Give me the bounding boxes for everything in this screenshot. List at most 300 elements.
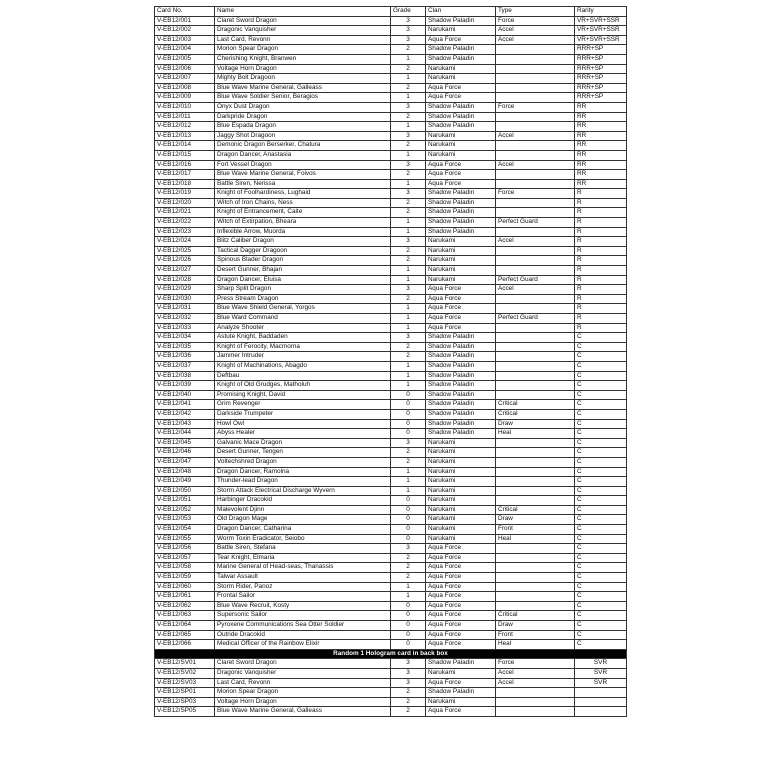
cell-clan: Aqua Force [426, 93, 496, 103]
cell-type: Accel [496, 160, 575, 170]
cell-grade: 1 [391, 582, 426, 592]
cell-name: Blue Espada Dragon [215, 122, 391, 132]
cell-name: Knight of Old Grudges, Matholuh [215, 381, 391, 391]
cell-name: Blue Wave Shield General, Yorgos [215, 304, 391, 314]
cell-rarity: VR+SVR+SSR [575, 35, 627, 45]
cell-clan: Aqua Force [426, 611, 496, 621]
cell-type [496, 141, 575, 151]
cell-grade: 1 [391, 122, 426, 132]
cell-card-no: V-EB12/046 [155, 448, 215, 458]
table-row [155, 246, 627, 256]
cell-type: Critical [496, 409, 575, 419]
cell-card-no: V-EB12/016 [155, 160, 215, 170]
cell-name: Blue Ward Command [215, 314, 391, 324]
cell-name: Storm Attack Electrical Discharge Wyvern [215, 486, 391, 496]
cell-type: Draw [496, 419, 575, 429]
cell-name: Mighty Bolt Dragoon [215, 74, 391, 84]
cell-rarity: C [575, 342, 627, 352]
table-row [155, 227, 627, 237]
cell-name: Desert Gunner, Bhajan [215, 266, 391, 276]
cell-clan: Shadow Paladin [426, 659, 496, 669]
header-name: Name [215, 7, 391, 17]
cell-grade: 1 [391, 218, 426, 228]
cell-card-no: V-EB12/044 [155, 429, 215, 439]
cell-clan: Aqua Force [426, 621, 496, 631]
cell-name: Witch of Extirpation, Bheara [215, 218, 391, 228]
cell-rarity: C [575, 448, 627, 458]
cell-clan: Aqua Force [426, 35, 496, 45]
cell-type [496, 697, 575, 707]
table-row [155, 170, 627, 180]
cell-grade: 1 [391, 275, 426, 285]
cell-rarity: C [575, 563, 627, 573]
cell-rarity: RR [575, 131, 627, 141]
cell-type [496, 170, 575, 180]
cell-card-no: V-EB12/025 [155, 246, 215, 256]
cell-clan: Aqua Force [426, 294, 496, 304]
cell-name: Thunder-lead Dragon [215, 477, 391, 487]
cell-name: Voltage Horn Dragon [215, 64, 391, 74]
cell-card-no: V-EB12/SV02 [155, 668, 215, 678]
cell-type [496, 477, 575, 487]
cell-type: Accel [496, 668, 575, 678]
cell-card-no: V-EB12/031 [155, 304, 215, 314]
table-row [155, 611, 627, 621]
cell-clan: Narukami [426, 275, 496, 285]
cell-type: Force [496, 659, 575, 669]
cell-name: Tactical Dagger Dragoon [215, 246, 391, 256]
cell-rarity: SVR [575, 678, 627, 688]
cell-name: Supersonic Sailor [215, 611, 391, 621]
cell-type [496, 198, 575, 208]
table-row [155, 515, 627, 525]
cell-grade: 0 [391, 390, 426, 400]
cell-type [496, 45, 575, 55]
table-row [155, 218, 627, 228]
table-row [155, 486, 627, 496]
cell-card-no: V-EB12/SP01 [155, 688, 215, 698]
cell-clan: Shadow Paladin [426, 102, 496, 112]
cell-type [496, 496, 575, 506]
cell-rarity: SVR [575, 668, 627, 678]
table-row [155, 601, 627, 611]
table-row [155, 678, 627, 688]
cell-grade: 0 [391, 515, 426, 525]
table-row [155, 361, 627, 371]
cell-rarity: R [575, 266, 627, 276]
cell-card-no: V-EB12/050 [155, 486, 215, 496]
cell-card-no: V-EB12/023 [155, 227, 215, 237]
cell-type: Accel [496, 131, 575, 141]
cell-name: Talwar Assault [215, 573, 391, 583]
table-row [155, 697, 627, 707]
cell-rarity: C [575, 333, 627, 343]
cell-rarity: RR [575, 141, 627, 151]
cell-card-no: V-EB12/014 [155, 141, 215, 151]
cell-grade: 1 [391, 227, 426, 237]
cell-rarity: C [575, 496, 627, 506]
cell-type: Accel [496, 237, 575, 247]
cell-clan: Aqua Force [426, 563, 496, 573]
cell-rarity: C [575, 640, 627, 650]
table-row [155, 16, 627, 26]
cell-clan: Shadow Paladin [426, 198, 496, 208]
cell-clan: Shadow Paladin [426, 333, 496, 343]
cell-type: Accel [496, 285, 575, 295]
cell-clan: Narukami [426, 457, 496, 467]
cell-clan: Aqua Force [426, 582, 496, 592]
cell-grade: 2 [391, 448, 426, 458]
cell-type [496, 371, 575, 381]
cell-card-no: V-EB12/015 [155, 150, 215, 160]
cell-type [496, 93, 575, 103]
cell-type [496, 601, 575, 611]
cell-clan: Aqua Force [426, 553, 496, 563]
cell-rarity: C [575, 409, 627, 419]
cell-card-no: V-EB12/003 [155, 35, 215, 45]
cell-grade: 1 [391, 150, 426, 160]
cell-grade: 2 [391, 112, 426, 122]
cell-rarity: R [575, 323, 627, 333]
cell-type [496, 256, 575, 266]
cell-card-no: V-EB12/018 [155, 179, 215, 189]
cell-rarity: C [575, 390, 627, 400]
cell-rarity: RR [575, 150, 627, 160]
cell-clan: Narukami [426, 64, 496, 74]
cell-grade: 1 [391, 323, 426, 333]
cell-rarity: C [575, 621, 627, 631]
cell-type: Heal [496, 429, 575, 439]
cell-clan: Aqua Force [426, 544, 496, 554]
cell-clan: Shadow Paladin [426, 419, 496, 429]
table-row [155, 553, 627, 563]
cell-name: Dragon Dancer, Ramolna [215, 467, 391, 477]
cell-type: Draw [496, 515, 575, 525]
cell-type [496, 582, 575, 592]
card-list-sheet [154, 6, 626, 717]
cell-clan: Aqua Force [426, 707, 496, 717]
table-row [155, 266, 627, 276]
cell-rarity: RRR+SP [575, 74, 627, 84]
cell-rarity: RRR+SP [575, 93, 627, 103]
cell-card-no: V-EB12/038 [155, 371, 215, 381]
cell-grade: 1 [391, 381, 426, 391]
cell-type [496, 553, 575, 563]
table-row [155, 64, 627, 74]
table-row [155, 112, 627, 122]
cell-name: Darkpride Dragon [215, 112, 391, 122]
cell-rarity: R [575, 237, 627, 247]
cell-card-no: V-EB12/SP03 [155, 697, 215, 707]
cell-rarity: VR+SVR+SSR [575, 26, 627, 36]
table-row [155, 505, 627, 515]
cell-clan: Aqua Force [426, 630, 496, 640]
cell-grade: 2 [391, 208, 426, 218]
table-row [155, 285, 627, 295]
cell-name: Blue Wave Soldier Senior, Beragios [215, 93, 391, 103]
cell-clan: Narukami [426, 237, 496, 247]
cell-type: Critical [496, 400, 575, 410]
cell-rarity: C [575, 525, 627, 535]
cell-card-no: V-EB12/047 [155, 457, 215, 467]
cell-name: Blue Wave Marine General, Galleass [215, 83, 391, 93]
cell-clan: Narukami [426, 486, 496, 496]
cell-type [496, 688, 575, 698]
cell-grade: 1 [391, 592, 426, 602]
cell-rarity: C [575, 429, 627, 439]
cell-name: Astute Knight, Baddaden [215, 333, 391, 343]
cell-rarity: C [575, 400, 627, 410]
cell-name: Morion Spear Dragon [215, 688, 391, 698]
cell-name: Press Stream Dragon [215, 294, 391, 304]
cell-rarity: R [575, 218, 627, 228]
cell-card-no: V-EB12/007 [155, 74, 215, 84]
cell-type: Front [496, 525, 575, 535]
table-row [155, 371, 627, 381]
table-row [155, 534, 627, 544]
cell-clan: Aqua Force [426, 304, 496, 314]
cell-clan: Narukami [426, 448, 496, 458]
table-row [155, 659, 627, 669]
cell-grade: 1 [391, 54, 426, 64]
cell-rarity: RR [575, 112, 627, 122]
cell-card-no: V-EB12/020 [155, 198, 215, 208]
cell-grade: 2 [391, 256, 426, 266]
cell-clan: Narukami [426, 697, 496, 707]
table-row [155, 304, 627, 314]
cell-type [496, 323, 575, 333]
cell-grade: 1 [391, 486, 426, 496]
cell-rarity: C [575, 601, 627, 611]
table-row [155, 544, 627, 554]
cell-grade: 0 [391, 640, 426, 650]
cell-grade: 3 [391, 189, 426, 199]
cell-clan: Narukami [426, 256, 496, 266]
cell-name: Jammer Intruder [215, 352, 391, 362]
cell-name: Blue Wave Recruit, Kosty [215, 601, 391, 611]
cell-card-no: V-EB12/035 [155, 342, 215, 352]
cell-grade: 0 [391, 496, 426, 506]
cell-card-no: V-EB12/062 [155, 601, 215, 611]
cell-rarity: R [575, 304, 627, 314]
cell-card-no: V-EB12/SV01 [155, 659, 215, 669]
cell-name: Sharp Split Dragon [215, 285, 391, 295]
cell-grade: 1 [391, 74, 426, 84]
cell-name: Howl Owl [215, 419, 391, 429]
table-row [155, 573, 627, 583]
cell-card-no: V-EB12/059 [155, 573, 215, 583]
cell-card-no: V-EB12/012 [155, 122, 215, 132]
card-list-body [155, 7, 627, 717]
cell-grade: 1 [391, 304, 426, 314]
cell-name: Knight of Ferocity, Macmorna [215, 342, 391, 352]
cell-rarity: C [575, 467, 627, 477]
cell-rarity: RRR+SP [575, 54, 627, 64]
cell-grade: 0 [391, 534, 426, 544]
cell-clan: Narukami [426, 467, 496, 477]
cell-name: Tear Knight, Elmaria [215, 553, 391, 563]
cell-clan: Shadow Paladin [426, 429, 496, 439]
cell-rarity: C [575, 361, 627, 371]
table-row [155, 275, 627, 285]
cell-card-no: V-EB12/057 [155, 553, 215, 563]
cell-grade: 2 [391, 141, 426, 151]
table-row [155, 621, 627, 631]
table-row [155, 150, 627, 160]
cell-name: Dragon Dancer, Anastasia [215, 150, 391, 160]
cell-clan: Narukami [426, 515, 496, 525]
cell-rarity: R [575, 314, 627, 324]
cell-rarity: C [575, 582, 627, 592]
cell-grade: 2 [391, 352, 426, 362]
cell-clan: Shadow Paladin [426, 218, 496, 228]
cell-clan: Narukami [426, 150, 496, 160]
cell-type [496, 304, 575, 314]
cell-type [496, 342, 575, 352]
cell-card-no: V-EB12/053 [155, 515, 215, 525]
table-row [155, 400, 627, 410]
cell-card-no: V-EB12/013 [155, 131, 215, 141]
cell-name: Harbinger Dracokid [215, 496, 391, 506]
cell-clan: Aqua Force [426, 170, 496, 180]
cell-type: Accel [496, 678, 575, 688]
cell-clan: Shadow Paladin [426, 54, 496, 64]
cell-card-no: V-EB12/052 [155, 505, 215, 515]
table-row [155, 208, 627, 218]
cell-name: Dragonic Vanquisher [215, 26, 391, 36]
cell-card-no: V-EB12/027 [155, 266, 215, 276]
cell-type: Force [496, 189, 575, 199]
cell-type [496, 122, 575, 132]
cell-card-no: V-EB12/061 [155, 592, 215, 602]
cell-card-no: V-EB12/033 [155, 323, 215, 333]
cell-card-no: V-EB12/022 [155, 218, 215, 228]
cell-type: Force [496, 16, 575, 26]
cell-clan: Shadow Paladin [426, 400, 496, 410]
cell-clan: Aqua Force [426, 83, 496, 93]
cell-clan: Aqua Force [426, 592, 496, 602]
cell-card-no: V-EB12/054 [155, 525, 215, 535]
cell-type [496, 563, 575, 573]
cell-grade: 2 [391, 45, 426, 55]
cell-rarity: R [575, 189, 627, 199]
cell-card-no: V-EB12/019 [155, 189, 215, 199]
cell-name: Marine General of Head-seas, Thanassis [215, 563, 391, 573]
cell-rarity: RR [575, 160, 627, 170]
header-grade: Grade [391, 7, 426, 17]
cell-name: Promising Knight, David [215, 390, 391, 400]
cell-clan: Shadow Paladin [426, 390, 496, 400]
cell-grade: 0 [391, 400, 426, 410]
cell-name: Blitz Caliber Dragon [215, 237, 391, 247]
table-row [155, 438, 627, 448]
cell-clan: Narukami [426, 438, 496, 448]
cell-name: Morion Spear Dragon [215, 45, 391, 55]
cell-clan: Shadow Paladin [426, 112, 496, 122]
cell-rarity: RRR+SP [575, 64, 627, 74]
cell-name: Old Dragon Mage [215, 515, 391, 525]
cell-grade: 0 [391, 429, 426, 439]
cell-grade: 2 [391, 457, 426, 467]
table-row [155, 179, 627, 189]
cell-card-no: V-EB12/065 [155, 630, 215, 640]
cell-card-no: V-EB12/004 [155, 45, 215, 55]
cell-grade: 2 [391, 563, 426, 573]
cell-grade: 1 [391, 371, 426, 381]
table-row [155, 352, 627, 362]
cell-type [496, 544, 575, 554]
cell-name: Dragon Dancer, Eluisa [215, 275, 391, 285]
cell-name: Worm Toxin Eradicator, Seiobo [215, 534, 391, 544]
cell-rarity: RR [575, 179, 627, 189]
cell-rarity [575, 688, 627, 698]
cell-grade: 0 [391, 419, 426, 429]
cell-card-no: V-EB12/032 [155, 314, 215, 324]
cell-name: Voltage Horn Dragon [215, 697, 391, 707]
cell-name: Claret Sword Dragon [215, 16, 391, 26]
cell-rarity: C [575, 371, 627, 381]
table-row [155, 237, 627, 247]
cell-clan: Narukami [426, 525, 496, 535]
table-row [155, 333, 627, 343]
table-row [155, 256, 627, 266]
cell-grade: 1 [391, 477, 426, 487]
cell-name: Dragon Dancer, Catharina [215, 525, 391, 535]
table-row [155, 83, 627, 93]
cell-rarity: C [575, 419, 627, 429]
cell-rarity: C [575, 534, 627, 544]
cell-grade: 2 [391, 198, 426, 208]
cell-card-no: V-EB12/055 [155, 534, 215, 544]
cell-clan: Shadow Paladin [426, 122, 496, 132]
cell-clan: Aqua Force [426, 640, 496, 650]
cell-card-no: V-EB12/037 [155, 361, 215, 371]
cell-grade: 3 [391, 16, 426, 26]
cell-grade: 2 [391, 697, 426, 707]
table-row [155, 54, 627, 64]
cell-clan: Aqua Force [426, 601, 496, 611]
cell-grade: 0 [391, 630, 426, 640]
cell-type: Front [496, 630, 575, 640]
cell-name: Onyx Dust Dragon [215, 102, 391, 112]
cell-type: Heal [496, 640, 575, 650]
table-row [155, 448, 627, 458]
cell-clan: Narukami [426, 141, 496, 151]
cell-rarity: C [575, 486, 627, 496]
cell-name: Spinous Blader Dragon [215, 256, 391, 266]
cell-clan: Shadow Paladin [426, 227, 496, 237]
table-row [155, 294, 627, 304]
cell-type [496, 361, 575, 371]
cell-type [496, 390, 575, 400]
cell-rarity: C [575, 592, 627, 602]
cell-clan: Aqua Force [426, 573, 496, 583]
table-row [155, 74, 627, 84]
table-row [155, 35, 627, 45]
cell-type [496, 707, 575, 717]
cell-name: Outride Dracokid [215, 630, 391, 640]
cell-name: Frontal Sailor [215, 592, 391, 602]
cell-grade: 2 [391, 342, 426, 352]
cell-name: Demonic Dragon Berserker, Chatura [215, 141, 391, 151]
cell-type: Accel [496, 35, 575, 45]
cell-rarity: RR [575, 122, 627, 132]
cell-clan: Shadow Paladin [426, 189, 496, 199]
table-row [155, 563, 627, 573]
cell-name: Abyss Healer [215, 429, 391, 439]
cell-type [496, 64, 575, 74]
cell-name: Jaggy Shot Dragoon [215, 131, 391, 141]
